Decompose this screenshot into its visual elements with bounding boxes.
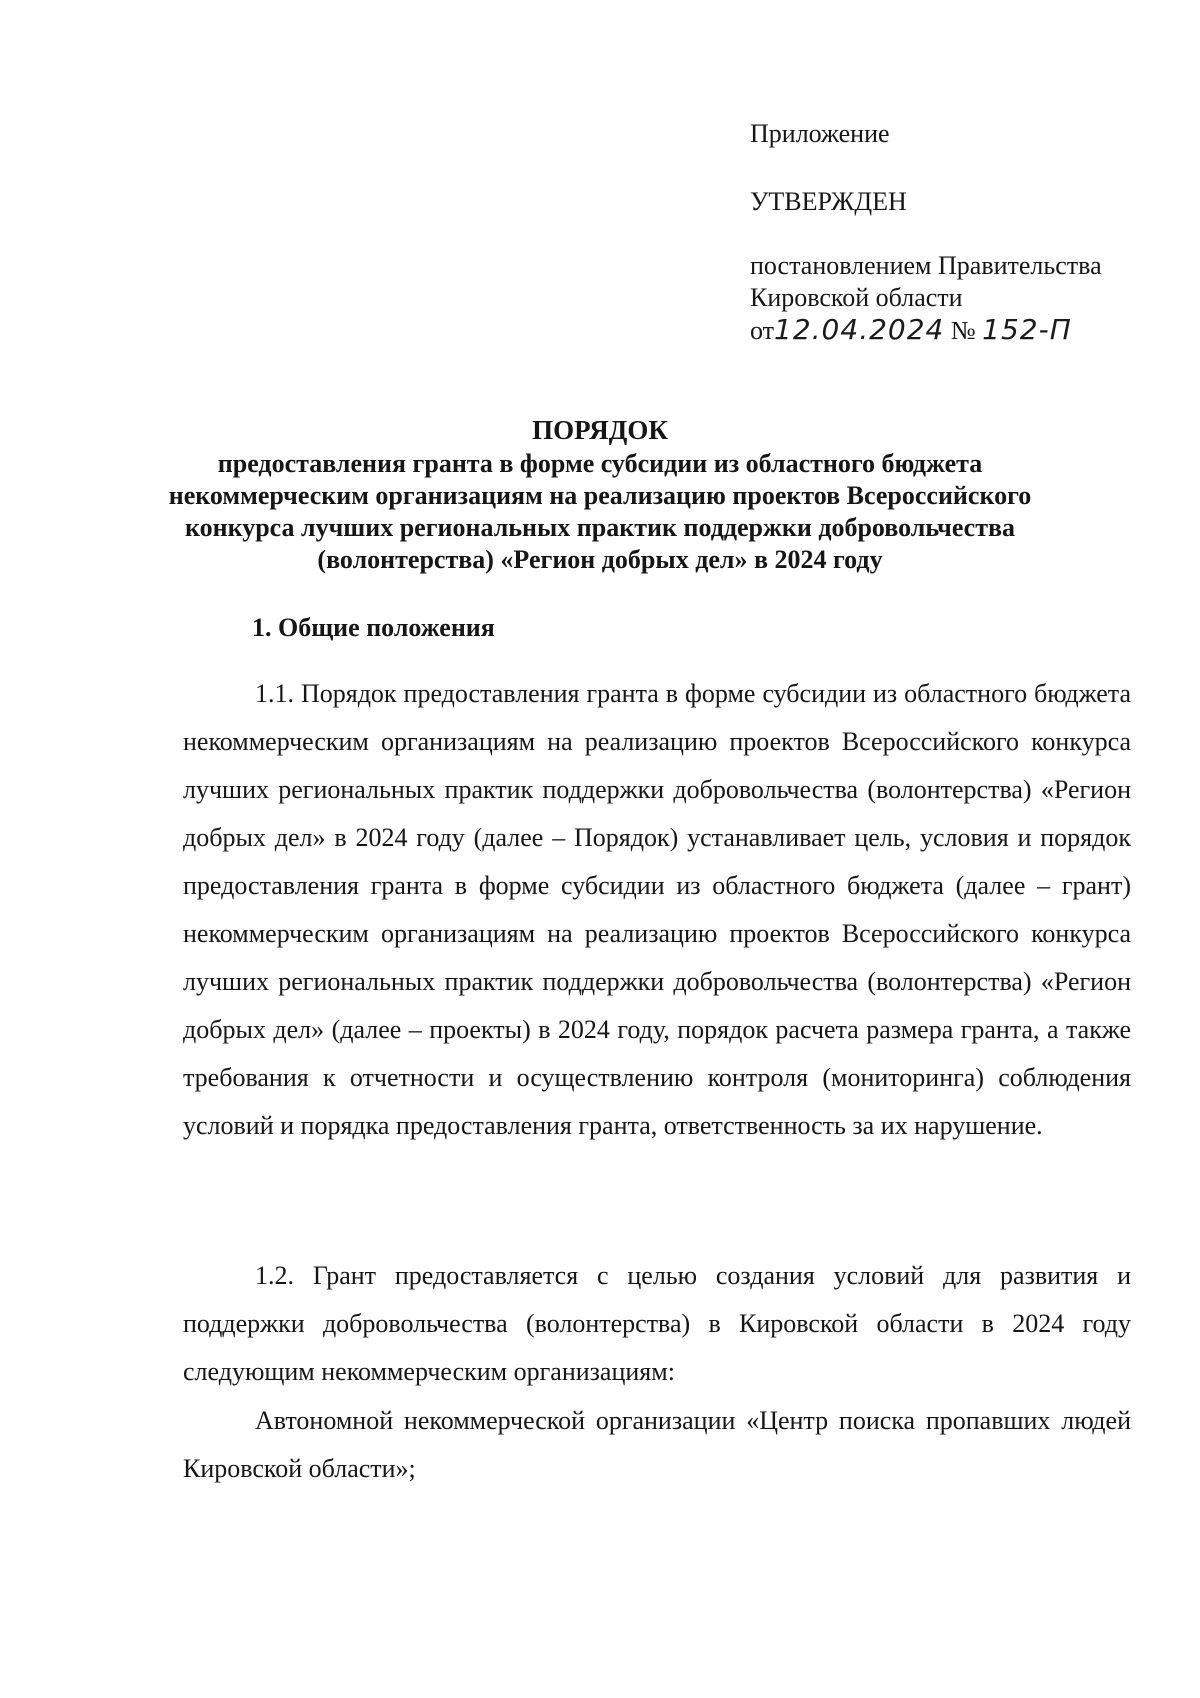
document-title xyxy=(160,414,1040,576)
handwritten-date: 12.04.2024 xyxy=(774,313,945,346)
title-heading: ПОРЯДОК xyxy=(532,415,668,445)
section-heading: 1. Общие положения xyxy=(252,613,495,642)
date-prefix: от xyxy=(750,316,775,345)
paragraph-organization: Автономной некоммерческой организации «Центр поиска пропавших людей Кировской области»; xyxy=(183,1406,1131,1483)
decree-line-1: постановлением Правительства xyxy=(750,251,1102,280)
number-prefix: № xyxy=(950,316,976,345)
decree-block xyxy=(750,250,1102,347)
decree-date-number xyxy=(750,314,1102,347)
handwritten-number: 152-П xyxy=(982,313,1072,346)
title-subtitle: предоставления гранта в форме субсидии из областного бюджета некоммерческим организациям на реализацию проектов Всероссийского конкурса лучших региональных практик поддержки добровольчества (волонтерства) «Регион добрых дел» в 2024 году xyxy=(168,449,1032,574)
paragraph-1-2: 1.2. Грант предоставляется с целью создания условий для развития и поддержки добровольчества (волонтерства) в Кировской области в 2024 году следующим некоммерческим организациям: xyxy=(183,1261,1131,1386)
appendix-label: Приложение xyxy=(750,119,890,148)
decree-line-2: Кировской области xyxy=(750,283,963,312)
approved-label: УТВЕРЖДЕН xyxy=(750,187,907,216)
paragraph-1-1: 1.1. Порядок предоставления гранта в форме субсидии из областного бюджета некоммерческим организациям на реализацию проектов Всероссийского конкурса лучших региональных практик поддержки добровольчества (волонтерства) «Регион добрых дел» в 2024 году (далее – Порядок) устанавливает цель, условия и порядок предоставления гранта в форме субсидии из областного бюджета (далее – грант) некоммерческим организациям на реализацию проектов Всероссийского конкурса лучших региональных практик поддержки добровольчества (волонтерства) «Регион добрых дел» (далее – проекты) в 2024 году, порядок расчета размера гранта, а также требования к отчетности и осуществлению контроля (мониторинга) соблюдения условий и порядка предоставления гранта, ответственность за их нарушение. xyxy=(183,679,1131,1140)
